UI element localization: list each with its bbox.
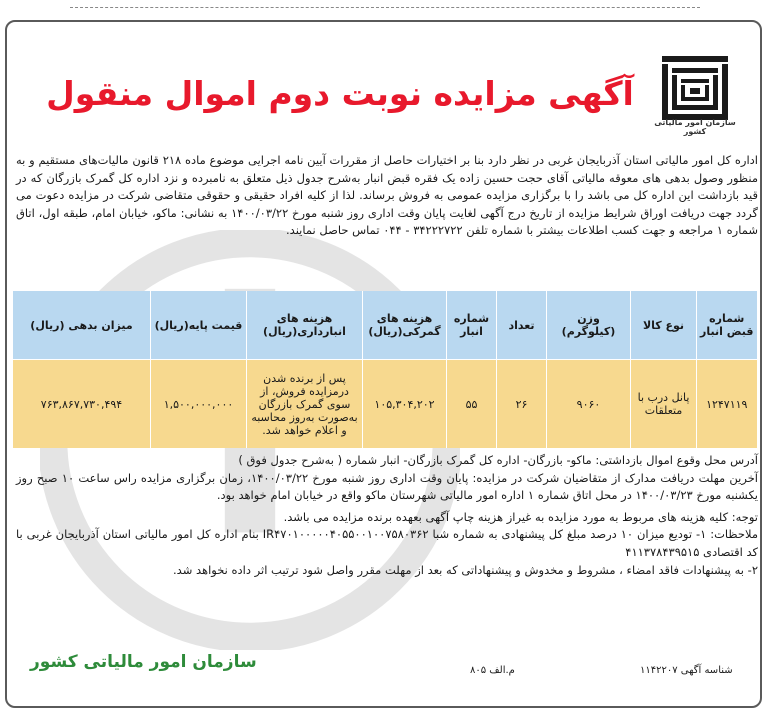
cell-debt-amount: ۷۶۳,۸۶۷,۷۳۰,۴۹۴ xyxy=(13,360,151,449)
cell-count: ۲۶ xyxy=(497,360,547,449)
cell-warehouse-number: ۵۵ xyxy=(447,360,497,449)
attention-note: توجه: کلیه هزینه های مربوط به مورد مزایده به غیراز هزینه چاپ آگهی بعهده برنده مزایده می باشد. xyxy=(283,509,758,524)
remark-two: ۲- به پیشنهادات فاقد امضاء ، مشروط و مخدوش و پیشنهاداتی که بعد از مهلت مقرر واصل شود ترتیب اثر داده نخواهد شد. xyxy=(173,562,758,577)
page-title: آگهی مزایده نوبت دوم اموال منقول xyxy=(46,74,634,113)
reference-code: م.الف ۸۰۵ xyxy=(470,665,515,676)
header-base-price: قیمت پایه(ریال) xyxy=(151,291,247,360)
notes-section xyxy=(16,452,758,579)
address-note: آدرس محل وقوع اموال بازداشتی: ماکو- بازرگان- اداره کل گمرک بازرگان- انبار شماره ( به‌شرح جدول فوق ) xyxy=(238,453,758,467)
header-receipt-number: شماره قبض انبار xyxy=(697,291,757,360)
header-count: تعداد xyxy=(497,291,547,360)
logo-caption: سازمان امور مالیاتی کشور xyxy=(654,118,736,136)
table-header-row xyxy=(13,291,757,360)
table-row xyxy=(13,360,757,449)
remark-one: ملاحظات: ۱- تودیع میزان ۱۰ درصد مبلغ کل پیشنهادی به شماره شبا IR۴۷۰۱۰۰۰۰۰۴۰۵۵۰۰۱۰۰۷۵۸۰۳۶۲ بنام اداره کل امور مالیاتی استان آذربایجان غربی با کد اقتصادی ۴۱۱۳۷۸۴۳۹۵۱۵ xyxy=(16,527,759,559)
deadline-note: آخرین مهلت دریافت مدارک از متقاضیان شرکت در مزایده: پایان وقت اداری روز شنبه مورخ ۱۴۰۰/۰۳/۲۲، زمان برگزاری مزایده راس ساعت ۱۰ صبح روز یکشنبه مورخ ۱۴۰۰/۰۳/۲۳ در محل اتاق شماره ۱ اداره امور مالیاتی شهرستان ماکو واقع در خیابان امام خواهد بود. xyxy=(16,470,758,503)
cell-customs-costs: ۱۰۵,۳۰۴,۲۰۲ xyxy=(363,360,447,449)
top-dashed-line xyxy=(70,7,700,8)
header-storage-costs: هزینه های انبارداری(ریال) xyxy=(247,291,363,360)
cell-weight: ۹۰۶۰ xyxy=(547,360,631,449)
cell-base-price: ۱,۵۰۰,۰۰۰,۰۰۰ xyxy=(151,360,247,449)
header-weight: وزن (کیلوگرم) xyxy=(547,291,631,360)
ad-identifier: شناسه آگهی ۱۱۴۲۲۰۷ xyxy=(640,665,733,676)
header-debt-amount: میزان بدهی (ریال) xyxy=(13,291,151,360)
intro-text: اداره کل امور مالیاتی استان آذربایجان غربی در نظر دارد بنا بر اختیارات حاصل از مقررات آیین نامه اجرایی موضوع ماده ۲۱۸ قانون مالیات‌های مستقیم و به منظور وصول بدهی های معوقه مالیاتی آقای حجت حسین زاده یک فقره قبض انبار به‌شرح جدول ذیل متعلق به نامبرده و نزد اداره کل گمرک بازرگان که در قید بازداشت این اداره کل می باشد را با برگزاری مزایده عمومی به فروش برساند. لذا از کلیه افراد حقیقی و حقوقی متقاضی شرکت در مزایده دعوت می گردد جهت دریافت اوراق شرایط مزایده از تاریخ درج آگهی لغایت پایان وقت اداری روز شنبه مورخ ۱۴۰۰/۰۳/۲۲ به نشانی: ماکو، خیابان امام، طبقه اول، اتاق شماره ۱ مراجعه و جهت کسب اطلاعات بیشتر با شماره تلفن ۳۴۲۲۲۷۲۲ - ۰۴۴ تماس حاصل نمایند. xyxy=(16,153,758,238)
header-customs-costs: هزینه های گمرکی(ریال) xyxy=(363,291,447,360)
header-warehouse-number: شماره انبار xyxy=(447,291,497,360)
auction-items-table xyxy=(12,291,757,448)
cell-item-type: پانل درب با متعلقات xyxy=(631,360,697,449)
header-item-type: نوع کالا xyxy=(631,291,697,360)
intro-paragraph xyxy=(16,152,758,240)
cell-receipt-number: ۱۲۴۷۱۱۹ xyxy=(697,360,757,449)
cell-storage-costs: پس از برنده شدن درمزایده فروش، از سوی گمرک بازرگان به‌صورت به‌روز محاسبه و اعلام خواهد شد. xyxy=(247,360,363,449)
organization-signature: سازمان امور مالیاتی کشور xyxy=(30,652,257,672)
